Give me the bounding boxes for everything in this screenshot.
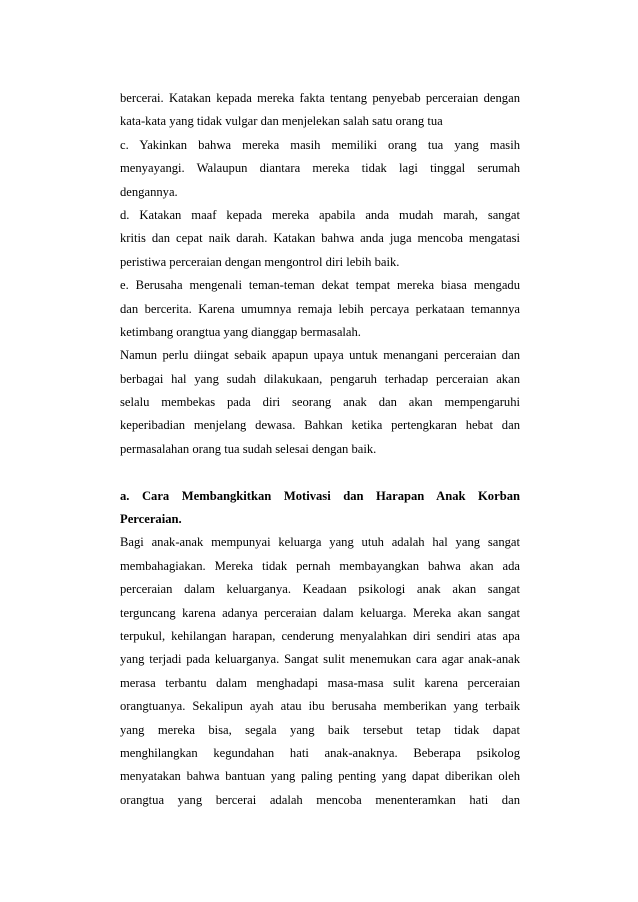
text-line: kritis dan cepat naik darah. Katakan bahwa anda juga mencoba mengatasi	[120, 231, 520, 246]
text-line: bercerai. Katakan kepada mereka fakta tentang penyebab perceraian dengan	[120, 91, 520, 105]
text-line: terpukul, kehilangan harapan, cenderung menyalahkan diri sendiri atas apa	[120, 628, 520, 643]
text-line: merasa terbantu dalam menghadapi masa-masa sulit karena perceraian	[120, 675, 520, 690]
text-line: menyatakan bahwa bantuan yang paling penting yang dapat diberikan oleh	[120, 769, 520, 784]
text-line: dengannya.	[120, 184, 178, 199]
document-body	[120, 87, 520, 812]
text-line: perceraian dalam keluarganya. Keadaan psikologi anak akan sangat	[120, 582, 520, 597]
text-line: orangtua yang bercerai adalah mencoba menenteramkan hati dan	[120, 792, 520, 807]
text-line: yang mereka bisa, segala yang baik tersebut tetap tidak dapat	[120, 722, 520, 737]
text-line: membahagiakan. Mereka tidak pernah membayangkan bahwa akan ada	[120, 558, 520, 573]
text-line: kata-kata yang tidak vulgar dan menjelekan salah satu orang tua	[120, 114, 443, 129]
text-line: menyayangi. Walaupun diantara mereka tidak lagi tinggal serumah	[120, 161, 520, 176]
text-line: selalu membekas pada diri seorang anak dan akan mempengaruhi	[120, 395, 520, 410]
text-line: yang terjadi pada keluarganya. Sangat sulit menemukan cara agar anak-anak	[120, 652, 520, 667]
blank-line	[120, 461, 520, 484]
text-line: dan bercerita. Karena umumnya remaja lebih percaya perkataan temannya	[120, 301, 520, 316]
text-line: ketimbang orangtua yang dianggap bermasalah.	[120, 324, 361, 339]
text-line: keperibadian menjelang dewasa. Bahkan ketika pertengkaran hebat dan	[120, 418, 520, 433]
text-line: terguncang karena adanya perceraian dalam keluarga. Mereka akan sangat	[120, 605, 520, 620]
text-line: menghilangkan kegundahan hati anak-anaknya. Beberapa psikolog	[120, 745, 520, 760]
text-line: permasalahan orang tua sudah selesai dengan baik.	[120, 441, 377, 456]
text-line: peristiwa perceraian dengan mengontrol diri lebih baik.	[120, 254, 400, 269]
text-line: orangtuanya. Sekalipun ayah atau ibu berusaha memberikan yang terbaik	[120, 699, 520, 714]
section-heading-line: Perceraian.	[120, 512, 182, 527]
text-line: c. Yakinkan bahwa mereka masih memiliki orang tua yang masih	[120, 137, 520, 152]
text-line: e. Berusaha mengenali teman-teman dekat tempat mereka biasa mengadu	[120, 278, 520, 293]
text-line: Bagi anak-anak mempunyai keluarga yang utuh adalah hal yang sangat	[120, 535, 520, 550]
text-line: berbagai hal yang sudah dilakukaan, pengaruh terhadap perceraian akan	[120, 371, 520, 386]
section-heading-line: a. Cara Membangkitkan Motivasi dan Harapan Anak Korban	[120, 488, 520, 503]
text-line: d. Katakan maaf kepada mereka apabila anda mudah marah, sangat	[120, 207, 520, 222]
text-line: Namun perlu diingat sebaik apapun upaya untuk menangani perceraian dan	[120, 348, 520, 363]
